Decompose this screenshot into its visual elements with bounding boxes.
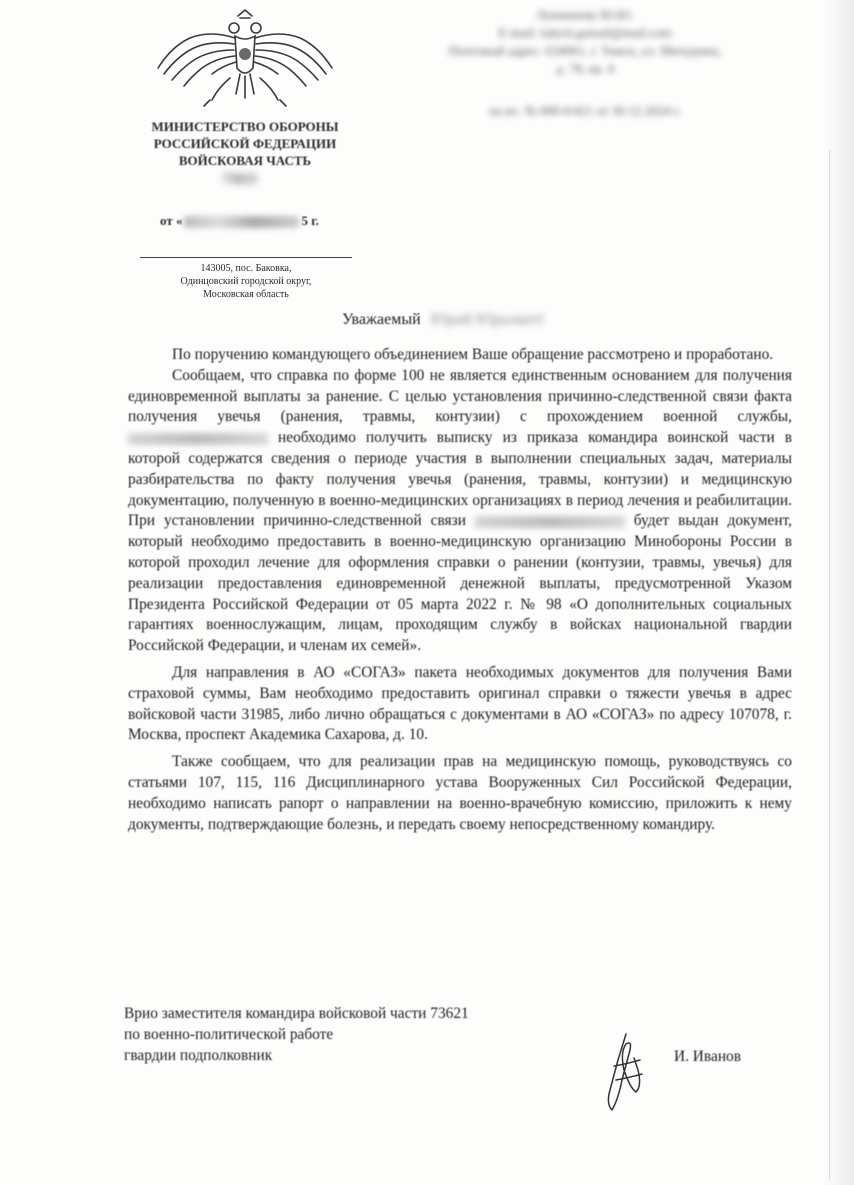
org-line-3: ВОЙСКОВАЯ ЧАСТЬ	[178, 153, 312, 168]
signatory-line-1: Врио заместителя командира войсковой части 73621	[124, 1005, 469, 1022]
unit-number-redacted: 73621	[222, 172, 258, 187]
recipient-line-2: E-mail: lukich.gsmail@mail.com	[498, 25, 672, 40]
recipient-line-3: Почтовый адрес: 634061, г. Томск, ул. Мичурина,	[448, 43, 722, 58]
eagle-emblem-icon	[150, 8, 340, 118]
address-divider	[140, 257, 352, 258]
paragraph-4: Также сообщаем, что для реализации прав на медицинскую помощь, руководствуясь со статьями 107, 115, 116 Дисциплинарного устава Вооруженных Сил Российской Федерации, необходимо написать рапорт о направлении на военно-врачебную комиссию, приложить к нему документы, подтверждающие болезнь, и передать своему непосредственному командиру.	[128, 753, 792, 833]
signer-name: И. Иванов	[674, 1048, 742, 1065]
signatory-title	[124, 1003, 469, 1066]
handwritten-signature-icon	[596, 1030, 656, 1115]
recipient-reference: на вх. № 000-0/421 от 30.12.2024 г.	[489, 103, 681, 118]
date-suffix: 5 г.	[301, 213, 319, 228]
salutation-name-redacted: Юрий Юрьевич!	[430, 311, 545, 328]
paragraph-2-part-b: необходимо получить выписку из приказа командира воинской части в которой содержатся сведения о периоде участия в выполнении специальных задач, материалы разбирательства по факту получения увечья (ранения, травмы, контузии) и медицинскую документацию, полученную в военно-медицинских организациях в период лечения и реабилитации. При установлении причинно-следственной связи	[128, 429, 793, 530]
recipient-block-redacted	[360, 6, 810, 120]
paragraph-1: По поручению командующего объединением Ваше обращение рассмотрено и проработано.	[172, 346, 774, 363]
redacted-name-2	[475, 516, 625, 528]
salutation	[342, 311, 545, 329]
signatory-line-2: по военно-политической работе	[124, 1026, 334, 1043]
paragraph-2	[128, 366, 792, 657]
recipient-line-1: Лукманову Ю.Ю.	[536, 7, 634, 22]
signatory-line-3: гвардии подполковник	[124, 1047, 273, 1064]
redacted-name-1	[128, 433, 268, 445]
date-line	[160, 213, 340, 229]
address-line-3: Московская область	[203, 289, 289, 300]
address-line-1: 143005, пос. Баковка,	[200, 263, 292, 274]
organization-name	[120, 118, 370, 169]
org-line-1: МИНИСТЕРСТВО ОБОРОНЫ	[151, 119, 339, 134]
date-redacted	[184, 216, 299, 228]
paragraph-3: Для направления в АО «СОГАЗ» пакета необходимых документов для получения Вами страховой суммы, Вам необходимо предоставить оригинал справки о тяжести увечья в адрес войсковой части 31985, либо лично обращаться с документами в АО «СОГАЗ» по адресу 107078, г. Москва, проспект Академика Сахарова, д. 10.	[128, 663, 792, 744]
date-prefix: от «	[160, 213, 183, 228]
org-line-2: РОССИЙСКОЙ ФЕДЕРАЦИИ	[153, 136, 337, 151]
page-edge-line	[829, 150, 830, 1180]
paragraph-2-part-a: Сообщаем, что справка по форме 100 не является единственным основанием для получения единовременной выплаты за ранение. С целью установления причинно-следственной связи факта получения увечья (ранения, травмы, контузии) с прохождением военной службы,	[128, 366, 792, 426]
letter-body	[128, 345, 792, 835]
paragraph-2-part-c: будет выдан документ, который необходимо предоставить в военно-медицинскую организацию Минобороны России в которой проходил лечение для оформления справки о ранении (контузии, травмы, увечья) для реализации предоставления единовременной денежной выплаты, предусмотренной Указом Президента Российской Федерации от 05 марта 2022 г. № 98 «О дополнительных социальных гарантиях военнослужащим, лицам, проходящим службу в войсках национальной гвардии Российской Федерации, и членам их семей».	[128, 512, 792, 655]
salutation-prefix: Уважаемый	[342, 311, 421, 328]
recipient-line-4: д. 78, кв. 4	[555, 61, 615, 76]
sender-address	[140, 262, 352, 301]
address-line-2: Одинцовский городской округ,	[180, 276, 312, 287]
